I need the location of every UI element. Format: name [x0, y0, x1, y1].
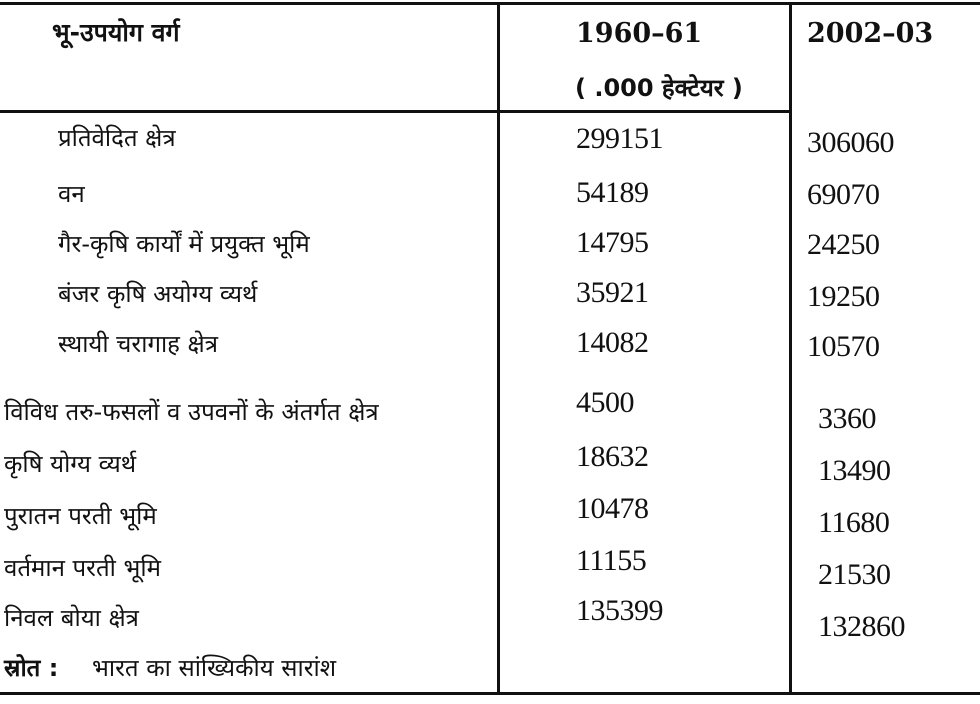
- row-category: बंजर कृषि अयोग्य व्यर्थ: [58, 280, 258, 308]
- top-border: [0, 2, 980, 5]
- column-divider-2: [789, 2, 792, 695]
- row-value-1960: 299151: [576, 122, 663, 155]
- row-value-1960: 14795: [576, 226, 649, 259]
- row-value-1960: 135399: [576, 594, 663, 627]
- row-category: कृषि योग्य व्यर्थ: [4, 450, 137, 478]
- row-value-1960: 10478: [576, 492, 649, 525]
- row-value-2002: 19250: [807, 280, 880, 313]
- row-category: पुरातन परती भूमि: [4, 502, 157, 530]
- bottom-border: [0, 692, 980, 695]
- category-header: भू-उपयोग वर्ग: [52, 18, 180, 47]
- row-value-1960: 11155: [576, 544, 647, 577]
- row-value-2002: 11680: [818, 506, 890, 539]
- row-value-2002: 69070: [807, 178, 880, 211]
- source-text: भारत का सांख्यिकीय सारांश: [92, 654, 337, 682]
- row-value-2002: 3360: [818, 402, 876, 435]
- row-category: स्थायी चरागाह क्षेत्र: [58, 330, 219, 358]
- row-value-2002: 306060: [807, 126, 894, 159]
- row-category: निवल बोया क्षेत्र: [4, 604, 139, 632]
- row-value-1960: 54189: [576, 176, 649, 209]
- unit-label: ( .000 हेक्टेयर ): [575, 74, 743, 102]
- row-category: गैर-कृषि कार्यों में प्रयुक्त भूमि: [58, 230, 310, 258]
- row-value-1960: 4500: [576, 386, 634, 419]
- header-bottom-border: [0, 110, 790, 113]
- row-value-2002: 24250: [807, 228, 880, 261]
- year-2002-header: 2002–03: [807, 18, 934, 49]
- year-1960-header: 1960–61: [576, 18, 703, 49]
- row-value-1960: 14082: [576, 326, 649, 359]
- row-value-1960: 35921: [576, 276, 649, 309]
- row-value-2002: 10570: [807, 330, 880, 363]
- row-category: विविध तरु-फसलों व उपवनों के अंतर्गत क्षेत्र: [4, 398, 379, 426]
- row-category: वर्तमान परती भूमि: [4, 554, 161, 582]
- row-value-1960: 18632: [576, 440, 649, 473]
- row-value-2002: 21530: [818, 558, 891, 591]
- row-category: प्रतिवेदित क्षेत्र: [58, 124, 176, 152]
- column-divider-1: [497, 2, 500, 695]
- row-category: वन: [58, 180, 85, 208]
- row-value-2002: 132860: [818, 610, 905, 643]
- row-value-2002: 13490: [818, 454, 891, 487]
- source-label: स्रोत :: [4, 654, 59, 682]
